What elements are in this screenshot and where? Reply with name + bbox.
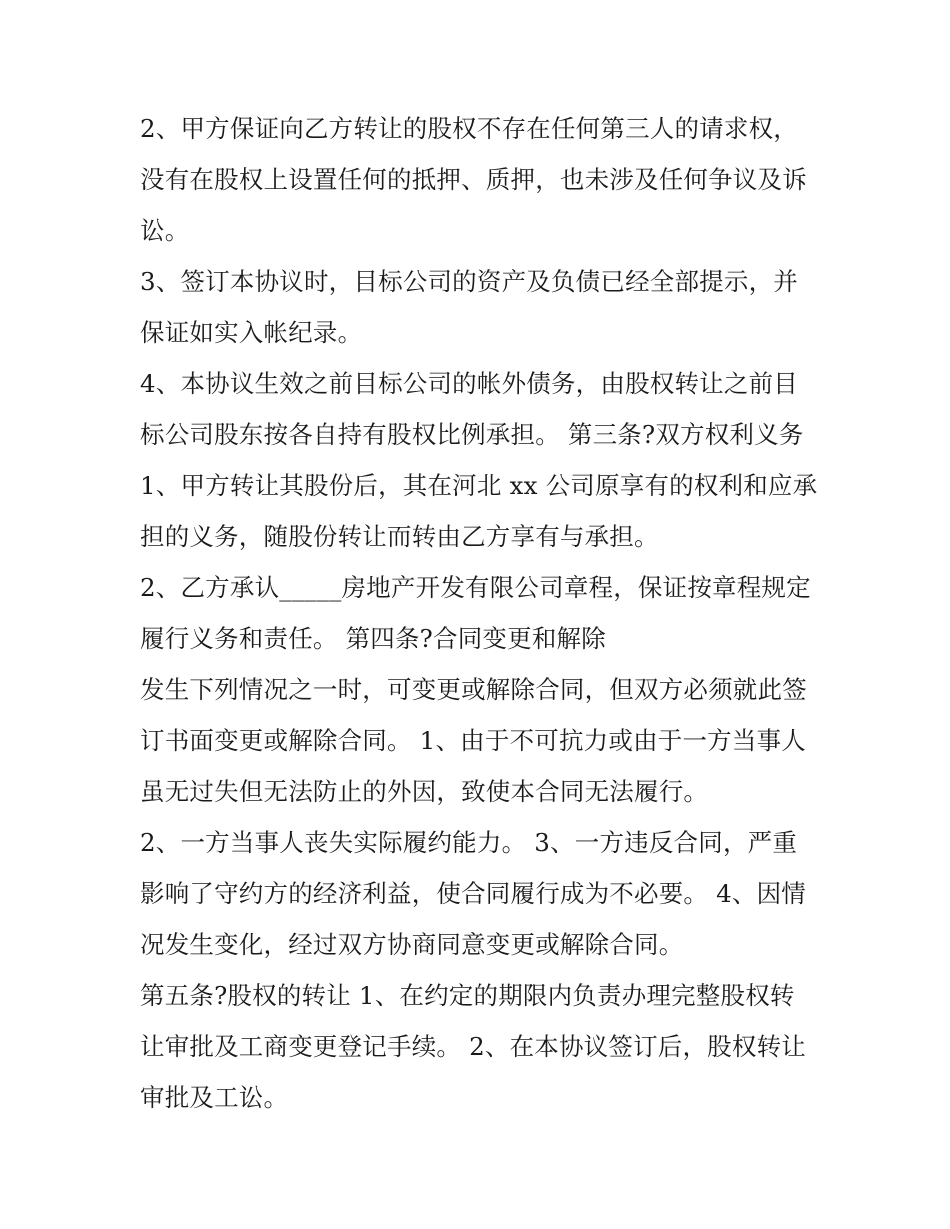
text-line: 让审批及工商变更登记手续。 2、在本协议签订后，股权转让 xyxy=(140,1032,806,1061)
text-line: 1、甲方转让其股份后，其在河北 xx 公司原享有的权利和应承 xyxy=(140,471,818,500)
text-line: 订书面变更或解除合同。 1、由于不可抗力或由于一方当事人 xyxy=(140,726,806,755)
text-line: 履行义务和责任。 第四条?合同变更和解除 xyxy=(140,624,606,653)
text-line: 4、本协议生效之前目标公司的帐外债务，由股权转让之前目 xyxy=(140,369,798,398)
text-line: 审批及工讼。 xyxy=(140,1083,289,1112)
text-line: 标公司股东按各自持有股权比例承担。 第三条?双方权利义务 xyxy=(140,420,804,449)
text-line: 保证如实入帐纪录。 xyxy=(140,318,363,347)
text-line: 虽无过失但无法防止的外因，致使本合同无法履行。 xyxy=(140,777,709,806)
text-line: 况发生变化，经过双方协商同意变更或解除合同。 xyxy=(140,930,684,959)
document-body xyxy=(140,103,820,1123)
text-line: 2、乙方承认_____房地产开发有限公司章程，保证按章程规定 xyxy=(140,573,811,602)
text-line: 2、一方当事人丧失实际履约能力。 3、一方违反合同，严重 xyxy=(140,828,798,857)
text-line: 3、签订本协议时，目标公司的资产及负债已经全部提示，并 xyxy=(140,267,798,296)
text-line: 2、甲方保证向乙方转让的股权不存在任何第三人的请求权， xyxy=(140,114,798,143)
text-line: 第五条?股权的转让 1、在约定的期限内负责办理完整股权转 xyxy=(140,981,795,1010)
text-line: 发生下列情况之一时，可变更或解除合同，但双方必须就此签 xyxy=(140,675,807,704)
text-line: 没有在股权上设置任何的抵押、质押，也未涉及任何争议及诉 xyxy=(140,165,807,194)
text-line: 影响了守约方的经济利益，使合同履行成为不必要。 4、因情 xyxy=(140,879,806,908)
text-line: 讼。 xyxy=(140,216,190,245)
text-line: 担的义务，随股份转让而转由乙方享有与承担。 xyxy=(140,522,659,551)
